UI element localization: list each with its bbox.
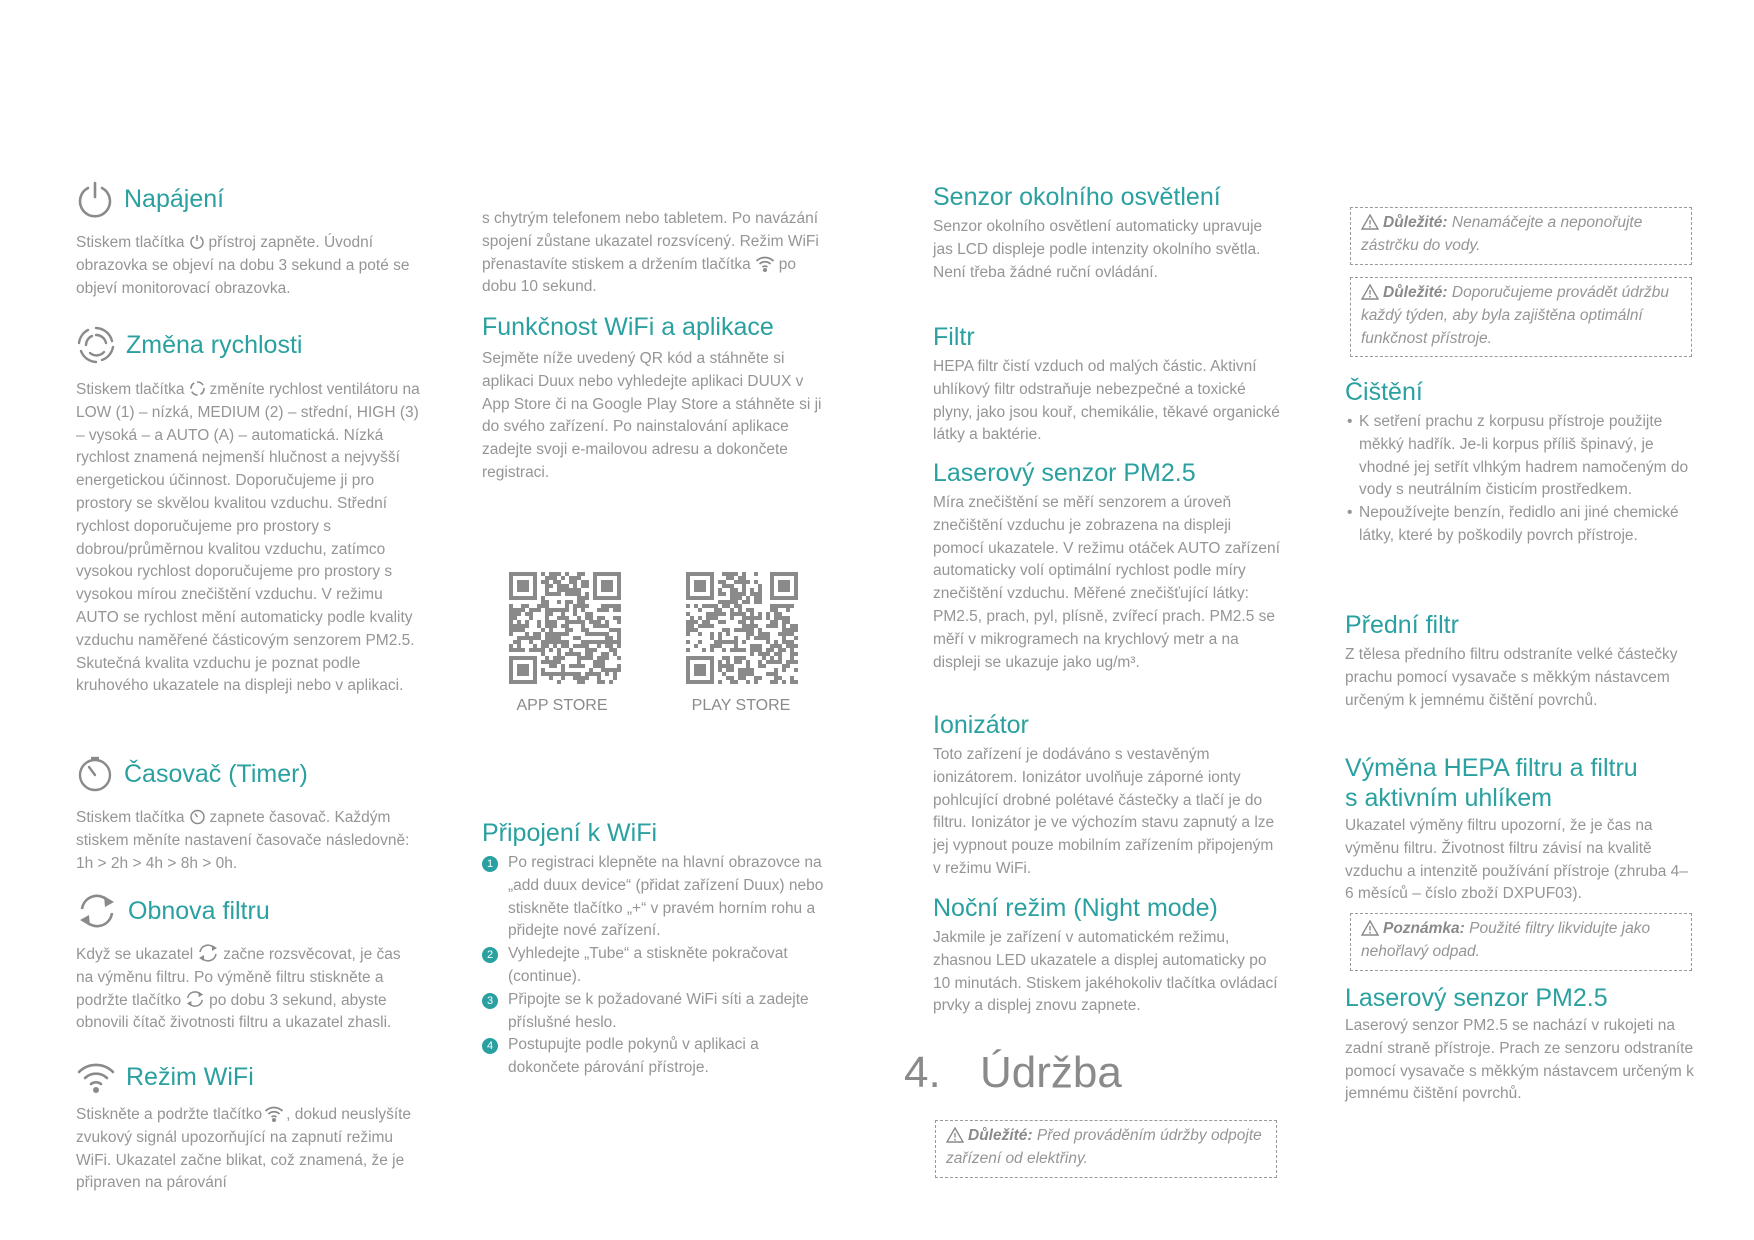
laser2-title: Laserový senzor PM2.5 [1345,984,1608,1012]
speed-title: Změna rychlosti [126,331,303,359]
step-number: 3 [482,993,498,1009]
section-wifi-continued [482,208,832,299]
step-text: Postupujte podle pokynů v aplikaci a dokončete párování přístroje. [508,1036,759,1077]
prefilter-text: Z tělesa předního filtru odstraníte velké částečky prachu pomocí vysavače s měkkým nástavcem určeným k jemnému čištění povrchů. [1345,646,1678,709]
section-light-sensor [933,182,1283,284]
section-filter [933,322,1283,447]
note-label: Důležité: [1383,284,1448,301]
fan-speed-icon [76,325,116,365]
qr-code-play-store[interactable] [686,572,798,689]
step-item [482,989,832,1035]
step-item [482,943,832,989]
note-text: Použité filtry likvidujte jako nehořlavý odpad. [1361,920,1651,960]
step-item [482,852,832,943]
wifi-icon [755,255,775,272]
note-plug [1350,207,1692,265]
step-text: Připojte se k požadované WiFi síti a zadejte příslušné heslo. [508,990,809,1031]
section-filter-reset [76,892,421,1035]
connect-title: Připojení k WiFi [482,819,658,847]
replace-title-1: Výměna HEPA filtru a filtru [1345,754,1638,782]
laser-title: Laserový senzor PM2.5 [933,459,1196,487]
chapter-title: Údržba [980,1048,1122,1097]
warning-icon [1361,284,1379,300]
wifi-app-title: Funkčnost WiFi a aplikace [482,313,774,341]
qr-code-icon [509,572,621,684]
step-text: Vyhledejte „Tube“ a stiskněte pokračovat (continue). [508,945,788,985]
section-wifi-app [482,312,832,485]
wifi-mode-title: Režim WiFi [126,1063,254,1091]
timer-icon [189,808,206,825]
note-label: Důležité: [968,1127,1033,1144]
section-timer [76,755,421,875]
timer-text: Stiskem tlačítka zapnete časovač. Každým stiskem měníte nastavení časovače následovně: 1h > 2h > 4h > 8h > 0h. [76,809,410,872]
section-cleaning [1345,377,1695,548]
note-text: Před prováděním údržby odpojte zařízení od elektřiny. [946,1127,1262,1167]
list-item: • K setření prachu z korpusu přístroje použijte měkký hadřík. Je-li korpus příliš špinavý, je vhodné jej setřít vlhkým hadrem namočeným do vody s neutrálním čisticím prostředkem. [1345,411,1695,502]
fan-speed-icon [189,380,206,397]
timer-title: Časovač (Timer) [124,760,308,788]
section-laser-sensor-cleaning [1345,983,1695,1106]
section-prefilter [1345,610,1695,712]
replace-text: Ukazatel výměny filtru upozorní, že je čas na výměnu filtru. Životnost filtru závisí na kvalitě vzduchu a intenzitě používání přístroje (zhruba 4–6 měsíců – číslo zboží DXPUF03). [1345,817,1688,903]
wifi-app-text: Sejměte níže uvedený QR kód a stáhněte si aplikaci Duux nebo vyhledejte aplikaci DUUX v App Store či na Google Play Store a stáhněte si ji do svého zařízení. Po nainstalování aplikace zadejte svoji e-mailovou adresu a dokončete registraci. [482,350,822,481]
wifi-icon [76,1060,116,1094]
filter-reset-title: Obnova filtru [128,897,270,925]
note-disposal [1350,913,1692,971]
qr-code-app-store[interactable] [509,572,621,689]
section-laser-sensor [933,458,1283,674]
step-number: 1 [482,856,498,872]
qr-code-icon [686,572,798,684]
step-number: 4 [482,1038,498,1054]
power-icon [76,180,114,218]
step-number: 2 [482,947,498,963]
list-item: • Nepoužívejte benzín, ředidlo ani jiné chemické látky, které by poškodily povrch přístroje. [1345,502,1695,548]
power-text: Stiskem tlačítka přístroj zapněte. Úvodní obrazovka se objeví na dobu 3 sekund a poté se objeví monitorovací obrazovka. [76,234,410,297]
ionizer-text: Toto zařízení je dodáváno s vestavěným ionizátorem. Ionizátor uvolňuje záporné ionty pohlcující drobné polétavé částečky a tlačí je do filtru. Ionizátor je ve výchozím stavu zapnutý a lze jej vypnout pouze mobilním zařízením připojeným v režimu WiFi. [933,746,1275,877]
filter-title: Filtr [933,323,975,351]
warning-icon [1361,920,1379,936]
note-text: Nenamáčejte a neponořujte zástrčku do vody. [1361,214,1643,254]
qr-label-app-store: APP STORE [516,697,608,714]
filter-reset-icon [76,892,118,930]
section-ionizer [933,710,1283,881]
step-text: Po registraci klepněte na hlavní obrazovce na „add duux device“ (přidat zařízení Duux) nebo stiskněte tlačítko „+“ v pravém horním rohu a přidejte nové zařízení. [508,854,824,940]
filter-reset-icon [185,990,205,1008]
note-maintenance [935,1120,1277,1178]
note-label: Důležité: [1383,214,1448,231]
qr-label-play-store: PLAY STORE [691,697,791,714]
cleaning-list [1345,411,1695,548]
ionizer-title: Ionizátor [933,711,1029,739]
laser2-text: Laserový senzor PM2.5 se nachází v rukojeti na zadní straně přístroje. Prach ze senzoru odstraníte pomocí vysavače s měkkým nástavcem určeným k jemnému čištění povrchů. [1345,1017,1694,1103]
light-sensor-text: Senzor okolního osvětlení automaticky upravuje jas LCD displeje podle intenzity okolního světla. Není třeba žádné ruční ovládání. [933,218,1263,281]
laser-text: Míra znečištění se měří senzorem a úroveň znečištění vzduchu je zobrazena na displeji pomocí ukazatele. V režimu otáček AUTO zařízení automaticky volí optimální rychlost podle míry znečištění vzduchu. Měřené znečišťující látky: PM2.5, prach, pyl, plísně, zvířecí prach. PM2.5 se měří v mikrogramech na krychlový metr a na displeji se ukazuje jako ug/m³. [933,494,1280,671]
section-connect-wifi [482,818,832,1080]
timer-icon [76,755,114,793]
night-title: Noční režim (Night mode) [933,894,1218,922]
wifi-mode-text: Stiskněte a podržte tlačítko , dokud neuslyšíte zvukový signál upozorňující na zapnutí režimu WiFi. Ukazatel začne blikat, což znamená, že je připraven na párování [76,1106,412,1192]
section-wifi-mode [76,1060,421,1195]
wifi-icon [264,1105,284,1122]
speed-text: Stiskem tlačítka změníte rychlost ventilátoru na LOW (1) – nízká, MEDIUM (2) – střední, HIGH (3) – vysoká – a AUTO (A) – automatická. Nízká rychlost znamená nejmenší hlučnost a nejvyšší energetickou účinnost. Doporučujeme ji pro prostory se skvělou kvalitou vzduchu. Střední rychlost doporučujeme pro prostory s dobrou/průměrnou kvalitou vzduchu, zatímco vysokou rychlost doporučujeme pro prostory s vysokou mírou znečištění vzduchu. V režimu AUTO se rychlost mění automaticky podle kvality vzduchu naměřené částicovým senzorem PM2.5. Skutečná kvalita vzduchu je poznat podle kruhového ukazatele na displeji nebo v aplikaci. [76,381,420,695]
note-weekly [1350,277,1692,357]
filter-reset-icon [197,944,219,962]
connect-steps [482,852,832,1080]
light-sensor-title: Senzor okolního osvětlení [933,183,1221,211]
cleaning-title: Čištění [1345,378,1423,406]
note-text: Doporučujeme provádět údržbu každý týden, aby byla zajištěna optimální funkčnost přístroje. [1361,284,1670,347]
chapter-heading [904,1048,1122,1098]
power-title: Napájení [124,185,225,213]
section-night-mode [933,893,1283,1018]
filter-reset-text: Když se ukazatel začne rozsvěcovat, je čas na výměnu filtru. Po výměně filtru stiskněte a podržte tlačítko po dobu 3 sekund, abyste obnovili čítač životnosti filtru a ukazatel zhasli. [76,946,401,1032]
power-icon [189,234,205,250]
qr-modules [509,572,621,684]
step-item [482,1034,832,1080]
section-speed [76,325,421,698]
section-filter-replace [1345,753,1695,906]
chapter-number: 4. [904,1048,941,1097]
filter-text: HEPA filtr čistí vzduch od malých částic. Aktivní uhlíkový filtr odstraňuje nebezpečné a toxické plyny, jako jsou kouř, chemikálie, těkavé organické látky a baktérie. [933,358,1280,444]
night-text: Jakmile je zařízení v automatickém režimu, zhasnou LED ukazatele a displej automaticky po 10 minutách. Stiskem jakéhokoliv tlačítka ovládací prvky a displej znovu zapnete. [933,929,1278,1015]
qr-modules [686,572,798,684]
replace-title-2: s aktivním uhlíkem [1345,784,1553,812]
wifi-continued-text: s chytrým telefonem nebo tabletem. Po navázání spojení zůstane ukazatel rozsvícený. Režim WiFi přenastavíte stiskem a držením tlačítka po dobu 10 sekund. [482,210,819,296]
prefilter-title: Přední filtr [1345,611,1459,639]
section-power [76,180,421,300]
note-label: Poznámka: [1383,920,1465,937]
warning-icon [1361,214,1379,230]
warning-icon [946,1127,964,1143]
